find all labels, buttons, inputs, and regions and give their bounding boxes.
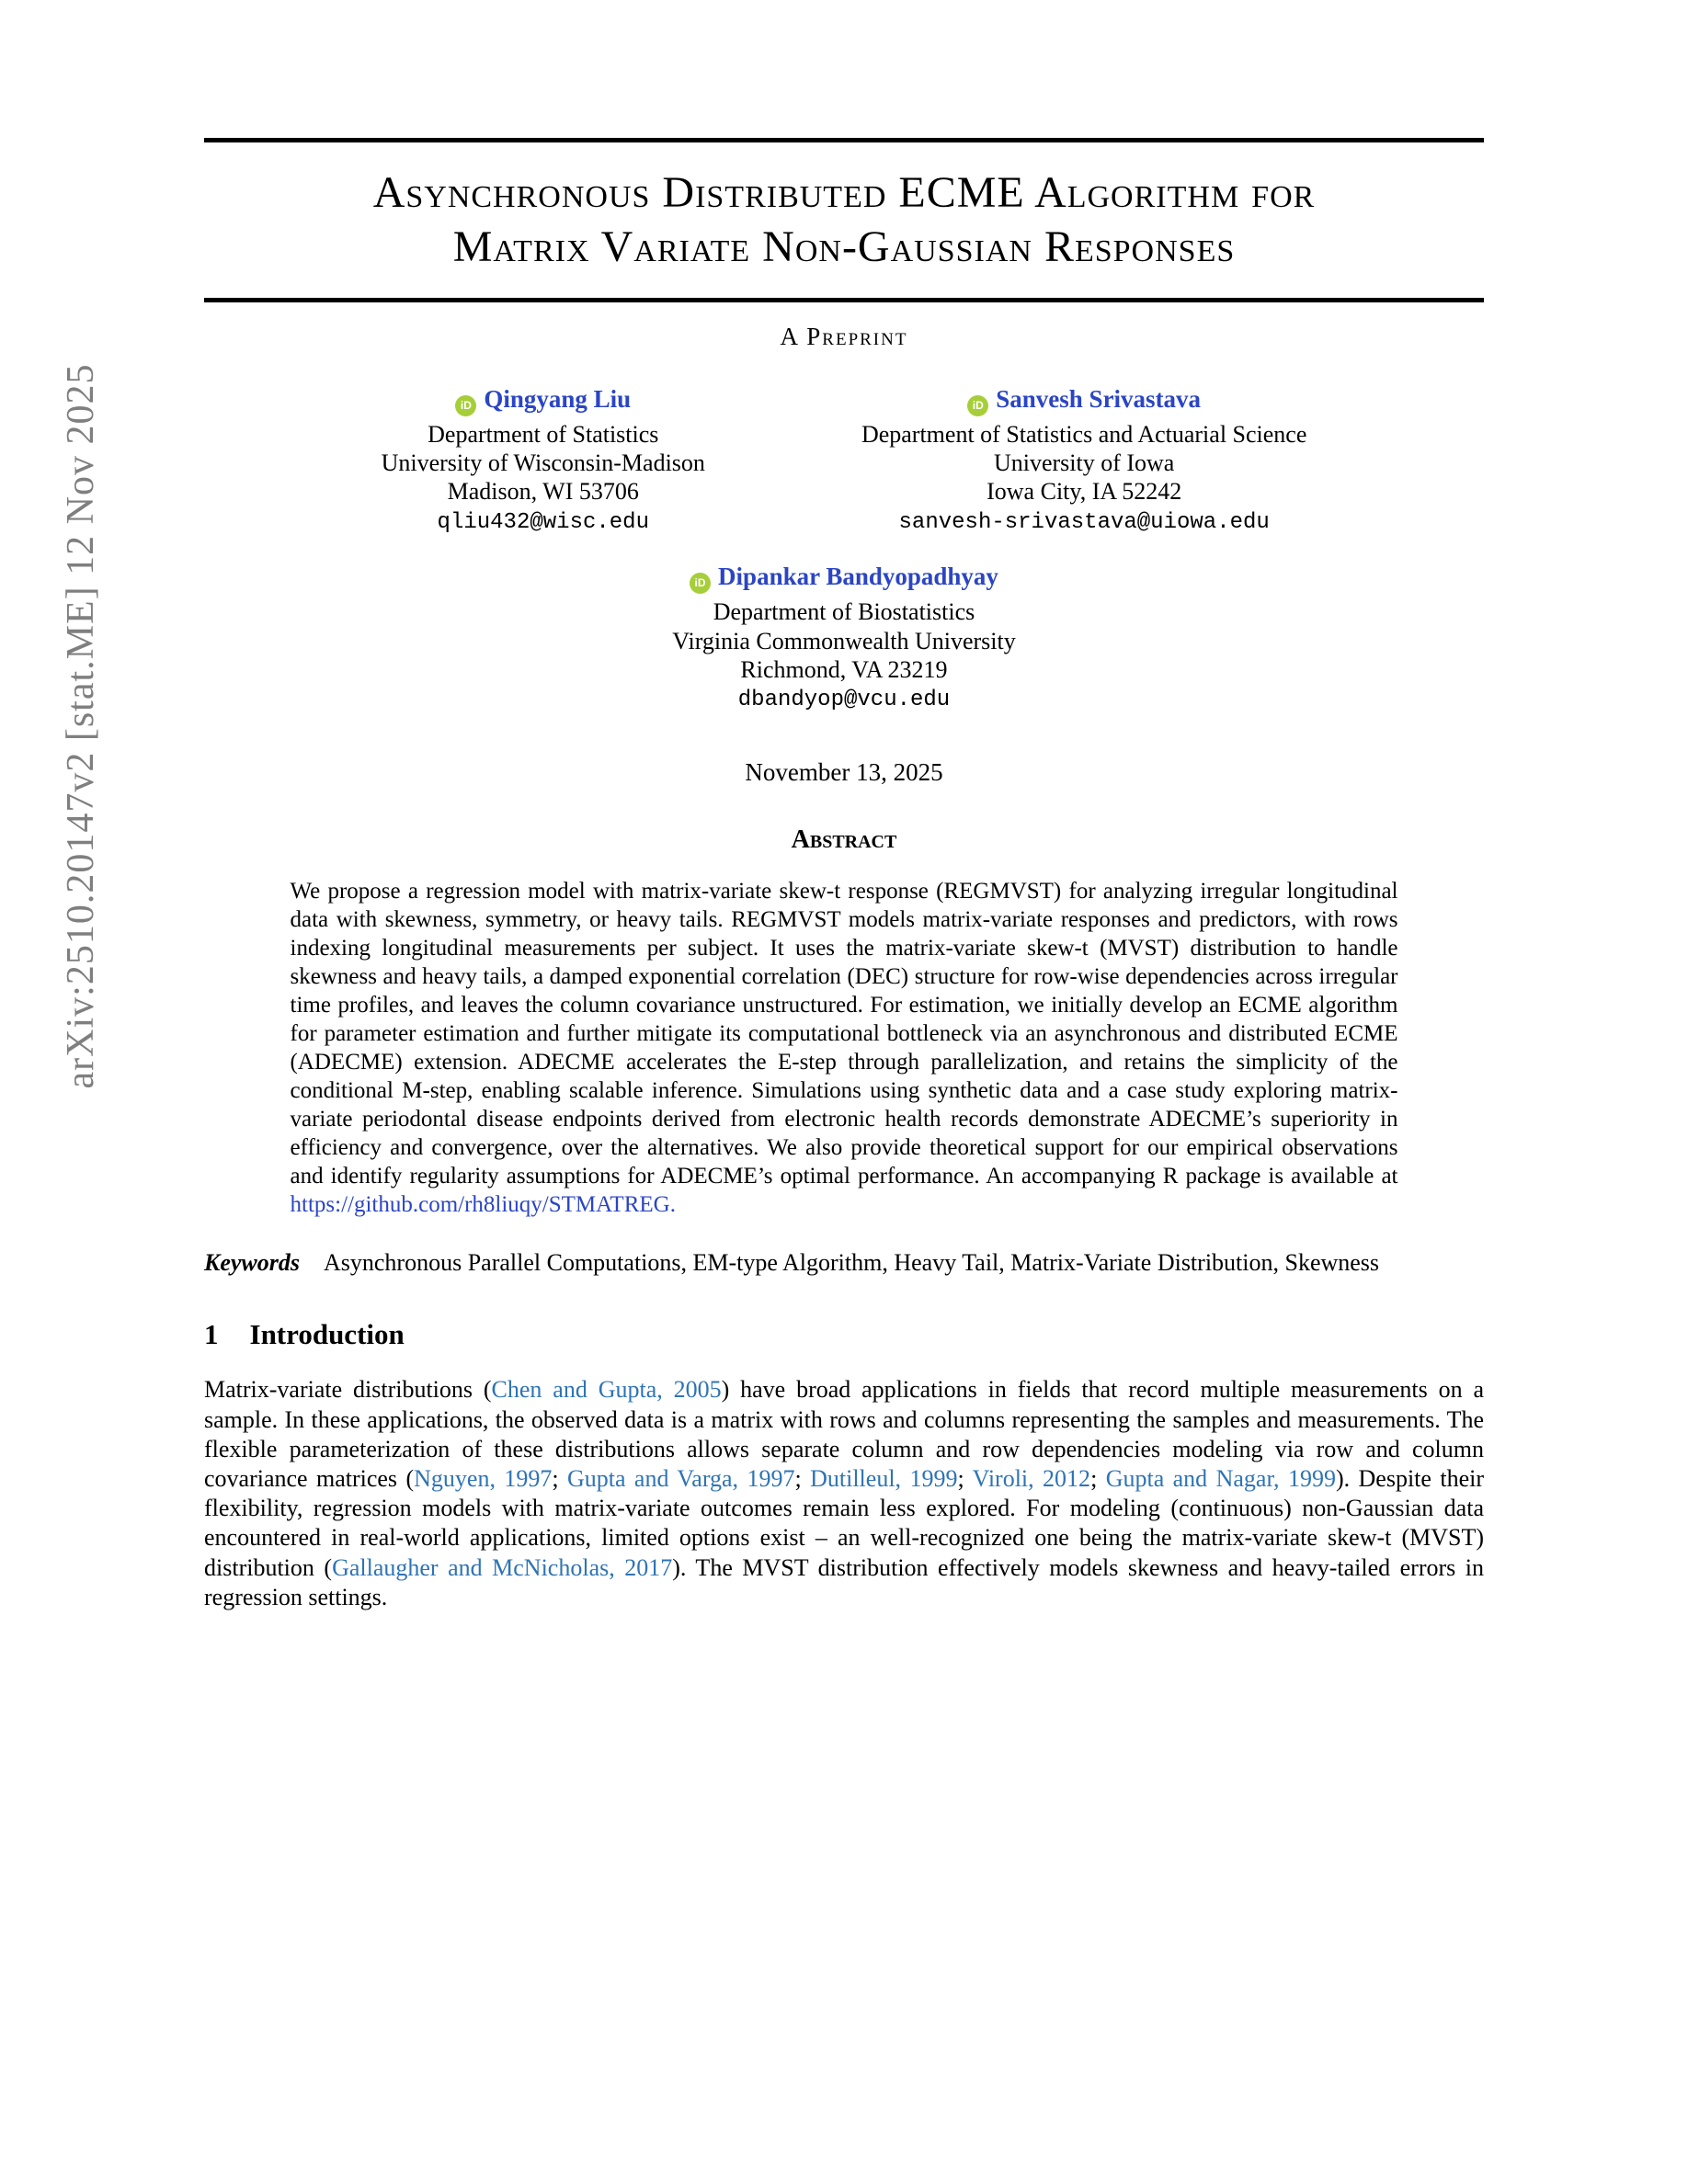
title-rule xyxy=(204,298,1484,302)
keywords-label: Keywords xyxy=(204,1248,300,1276)
author-name-text[interactable]: Dipankar Bandyopadhyay xyxy=(718,563,998,591)
arxiv-id-text: arXiv:2510.20147v2 [stat.ME] 12 Nov 2025 xyxy=(60,363,102,1089)
text-run: ; xyxy=(794,1465,811,1493)
paper-date: November 13, 2025 xyxy=(745,757,943,786)
citation-link[interactable]: Dutilleul, 1999 xyxy=(810,1465,958,1493)
orcid-icon[interactable]: iD xyxy=(455,395,476,416)
author-name-link[interactable] xyxy=(672,562,1015,594)
orcid-icon[interactable]: iD xyxy=(690,573,711,594)
text-run: ; xyxy=(1090,1465,1106,1493)
author-affiliation-line: Iowa City, IA 52242 xyxy=(987,478,1182,506)
text-run: ). Despite their flexibility, regression models with matrix-variate outcomes remain less explored. For modeling (continuous) non-Gaussian data encountered in real-world applications, limited options exist – an well-recognized one being the matrix-variate skew-t (MVST) distribution ( xyxy=(204,1465,1484,1581)
author-affiliation-line: Madison, WI 53706 xyxy=(447,478,639,506)
intro-paragraph xyxy=(204,1375,1484,1612)
citation-link[interactable]: Gallaugher and McNicholas, 2017 xyxy=(332,1553,673,1581)
preprint-label: A Preprint xyxy=(780,323,908,351)
citation-link[interactable]: Gupta and Nagar, 1999 xyxy=(1105,1465,1336,1493)
keywords-text: Asynchronous Parallel Computations, EM-type Algorithm, Heavy Tail, Matrix-Variate Distribution, Skewness xyxy=(324,1248,1380,1276)
authors-row-top xyxy=(204,384,1484,536)
paper-title xyxy=(204,166,1484,274)
text-run: ; xyxy=(552,1465,567,1493)
authors-row-bottom xyxy=(204,562,1484,713)
author-affiliation-line: University of Iowa xyxy=(993,449,1175,477)
abstract-heading: Abstract xyxy=(791,825,897,854)
title-line-2: Matrix Variate Non-Gaussian Responses xyxy=(452,222,1236,271)
text-run: ; xyxy=(957,1465,973,1493)
author-block xyxy=(861,384,1306,536)
author-affiliation-line: Department of Statistics and Actuarial Science xyxy=(861,421,1307,449)
url-link[interactable]: https://github.com/rh8liuqy/STMATREG. xyxy=(290,1191,676,1217)
orcid-icon[interactable]: iD xyxy=(967,395,988,416)
citation-link[interactable]: Gupta and Varga, 1997 xyxy=(566,1465,795,1493)
author-name-link[interactable] xyxy=(382,384,705,416)
author-name-text[interactable]: Sanvesh Srivastava xyxy=(996,385,1202,414)
section-number: 1 xyxy=(204,1318,219,1351)
author-email: dbandyop@vcu.edu xyxy=(737,688,951,713)
author-affiliation-line: Department of Biostatistics xyxy=(713,598,975,626)
section-heading-introduction xyxy=(204,1318,1484,1351)
keywords-line xyxy=(204,1248,1484,1279)
citation-link[interactable]: Nguyen, 1997 xyxy=(414,1465,553,1493)
citation-link[interactable]: Viroli, 2012 xyxy=(972,1465,1091,1493)
text-run: ) have broad applications in fields that record multiple measurements on a sample. In these applications, the observed data is a matrix with rows and columns representing the samples and measurements. The flexible parameterization of these distributions allows separate column and row dependencies modeling via row and column covariance matrices ( xyxy=(204,1376,1484,1493)
author-affiliation-line: University of Wisconsin-Madison xyxy=(381,449,705,477)
citation-link[interactable]: Chen and Gupta, 2005 xyxy=(491,1376,722,1404)
text-run: Matrix-variate distributions ( xyxy=(204,1376,492,1404)
author-name-text[interactable]: Qingyang Liu xyxy=(484,385,632,414)
top-rule xyxy=(204,138,1484,142)
author-affiliation-line: Department of Statistics xyxy=(428,421,659,449)
author-affiliation-line: Virginia Commonwealth University xyxy=(672,627,1016,654)
title-line-1: Asynchronous Distributed ECME Algorithm for xyxy=(372,168,1316,217)
text-run: ). The MVST distribution effectively models skewness and heavy-tailed errors in regression settings. xyxy=(204,1553,1484,1610)
author-email: sanvesh-srivastava@uiowa.edu xyxy=(898,509,1270,535)
text-run: We propose a regression model with matrix-variate skew-t response (REGMVST) for analyzing irregular longitudinal data with skewness, symmetry, or heavy tails. REGMVST models matrix-variate responses and predictors, with rows indexing longitudinal measurements per subject. It uses the matrix-variate skew-t (MVST) distribution to handle skewness and heavy tails, a damped exponential correlation (DEC) structure for row-wise dependencies across irregular time profiles, and leaves the column covariance unstructured. For estimation, we initially develop an ECME algorithm for parameter estimation and further mitigate its computational bottleneck via an asynchronous and distributed ECME (ADECME) extension. ADECME accelerates the E-step through parallelization, and retains the simplicity of the conditional M-step, enabling scalable inference. Simulations using synthetic data and a case study exploring matrix-variate periodontal disease endpoints derived from electronic health records demonstrate ADECME’s superiority in efficiency and convergence, over the alternatives. We also provide theoretical support for our empirical observations and identify regularity assumptions for ADECME’s optimal performance. An accompanying R package is available at xyxy=(290,878,1398,1189)
abstract-text xyxy=(291,877,1398,1219)
paper-content xyxy=(204,138,1484,1636)
author-block xyxy=(672,562,1015,713)
author-affiliation-line: Richmond, VA 23219 xyxy=(740,655,948,683)
author-email: qliu432@wisc.edu xyxy=(437,509,649,535)
section-title: Introduction xyxy=(249,1318,405,1351)
author-block xyxy=(382,384,705,536)
author-name-link[interactable] xyxy=(861,384,1306,416)
